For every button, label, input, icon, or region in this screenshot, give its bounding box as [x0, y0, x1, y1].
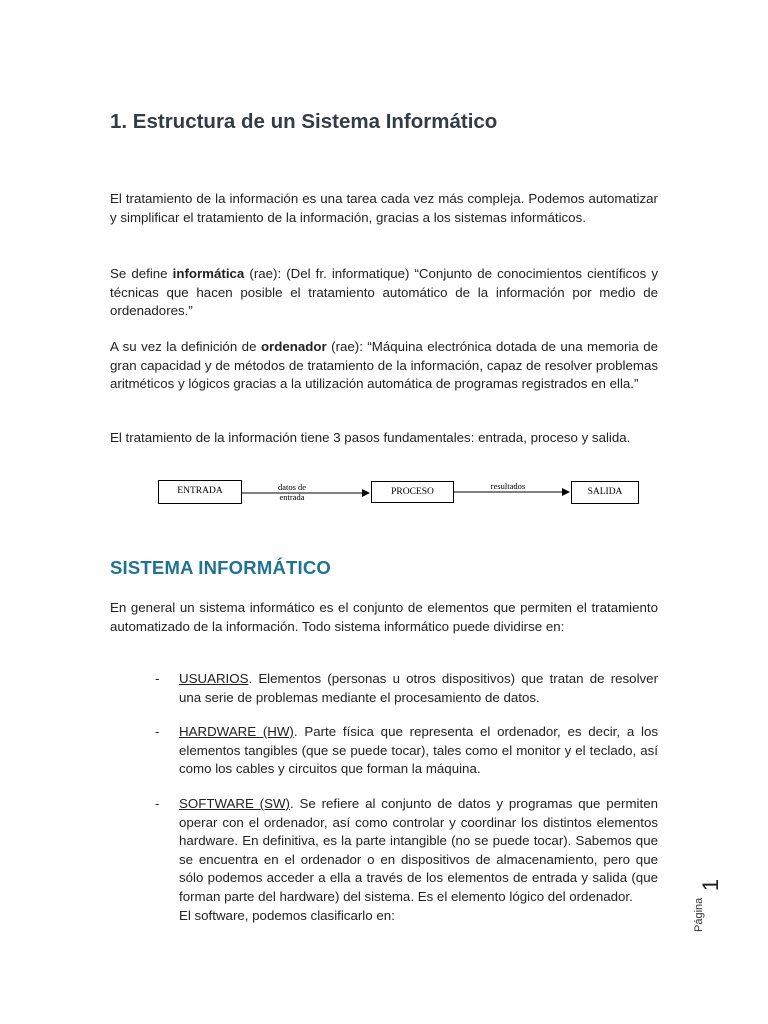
page-title: 1. Estructura de un Sistema Informático	[110, 110, 498, 133]
list-item-usuarios	[179, 670, 658, 707]
label-line: datos de	[277, 482, 307, 492]
list-bullet: -	[155, 796, 160, 811]
list-item-software	[179, 795, 658, 925]
label-datos-entrada	[262, 482, 322, 502]
section-title: SISTEMA INFORMÁTICO	[110, 557, 331, 578]
box-entrada: ENTRADA	[158, 480, 242, 504]
informatica-definition	[110, 265, 658, 321]
label-line: entrada	[279, 492, 305, 502]
definition-text: (rae): “Máquina electrónica dotada de una memoria de gran capacidad y de métodos de tratamiento de la información, capaz de resolver problemas aritméticos y lógicos gracias a la utilización automática de programas registrados en ella.”	[110, 339, 659, 392]
page-number-value: 1	[698, 878, 724, 892]
box-proceso: PROCESO	[371, 481, 454, 503]
definition-text: A su vez la definición de	[110, 339, 261, 354]
page-word: Página	[693, 897, 705, 932]
term-ordenador: ordenador	[260, 339, 327, 354]
item-extra-text: El software, podemos clasificarlo en:	[179, 907, 395, 923]
item-text: . Parte física que representa el ordenador, es decir, a los elementos tangibles (que se puede tocar), tales como el monitor y el teclado, así como los cables y circuitos que forman la máquina.	[179, 724, 658, 777]
item-text: . Elementos (personas u otros dispositivos) que tratan de resolver una serie de problemas mediante el procesamiento de datos.	[179, 671, 658, 705]
definition-text: Se define	[110, 266, 173, 281]
list-bullet: -	[155, 671, 160, 686]
box-salida: SALIDA	[571, 481, 639, 504]
term-usuarios: USUARIOS	[179, 671, 249, 686]
section-intro: En general un sistema informático es el conjunto de elementos que permiten el tratamiento automatizado de la información. Todo sistema informático puede dividirse en:	[110, 600, 658, 634]
intro-paragraph: El tratamiento de la información es una tarea cada vez más compleja. Podemos automatizar y simplificar el tratamiento de la información, gracias a los sistemas informáticos.	[110, 191, 658, 225]
term-software: SOFTWARE (SW)	[179, 796, 290, 811]
definition-text: (rae): (Del fr. informatique) “Conjunto de conocimientos científicos y técnicas que hacen posible el tratamiento automático de la información por medio de ordenadores.”	[110, 266, 658, 319]
ordenador-definition	[110, 338, 658, 394]
process-flow-diagram	[150, 475, 650, 515]
steps-paragraph: El tratamiento de la información tiene 3 pasos fundamentales: entrada, proceso y salida.	[110, 430, 631, 445]
list-bullet: -	[155, 724, 160, 739]
term-informatica: informática	[172, 266, 245, 281]
term-hardware: HARDWARE (HW)	[179, 724, 294, 739]
label-resultados: resultados	[490, 481, 526, 491]
page-number	[693, 880, 733, 936]
item-text: . Se refiere al conjunto de datos y programas que permiten operar con el ordenador, así como controlar y coordinar los distintos elementos hardware. En definitiva, es la parte intangible (no se puede tocar). Sabemos que se encuentra en el ordenador o en dispositivos de almacenamiento, pero que sólo podemos acceder a ella a través de los elementos de entrada y salida (que forman parte del hardware) del sistema. Es el elemento lógico del ordenador.	[179, 796, 659, 904]
list-item-hardware	[179, 723, 658, 779]
